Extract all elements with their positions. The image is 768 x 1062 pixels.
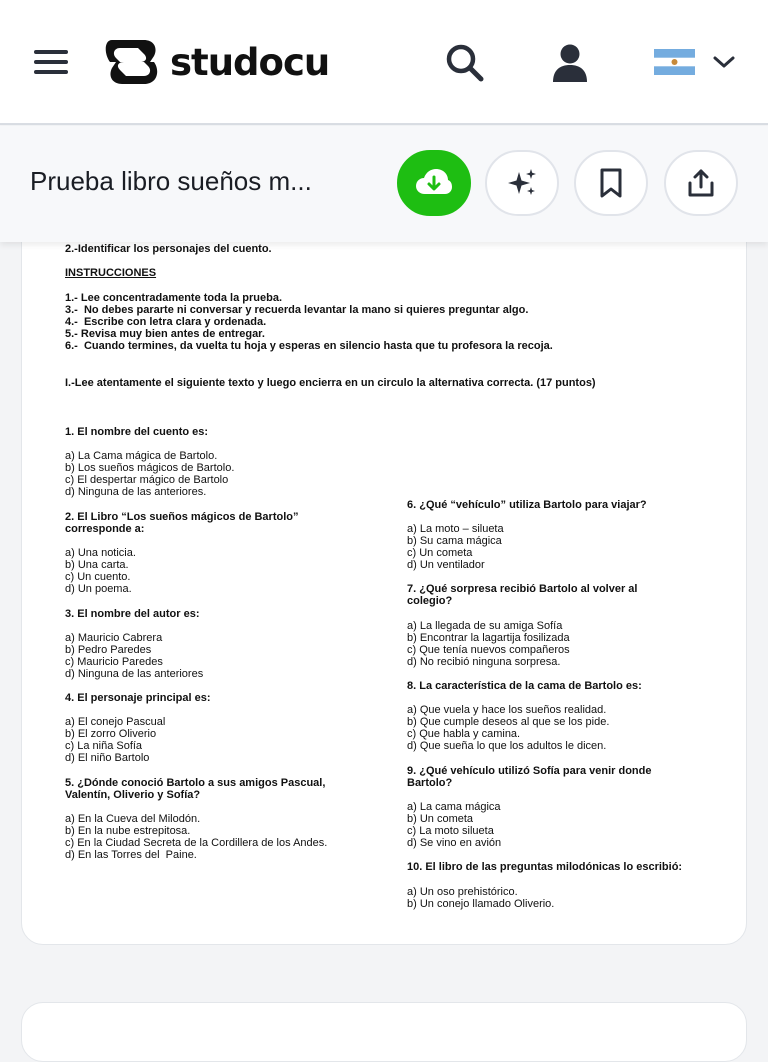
answer-option: d) Se vino en avión [407, 837, 502, 849]
answer-option: a) Un oso prehistórico. [407, 886, 518, 898]
answer-option: b) Un conejo llamado Oliverio. [407, 898, 555, 910]
answer-option: c) El despertar mágico de Bartolo [65, 474, 229, 486]
answer-option: b) Un cometa [407, 813, 474, 825]
answer-option: b) En la nube estrepitosa. [65, 825, 191, 837]
question-title: 5. ¿Dónde conoció Bartolo a sus amigos Pascual, [65, 777, 326, 789]
question-title: 8. La característica de la cama de Bartolo es: [407, 680, 642, 692]
instruction-item: 3.- No debes pararte ni conversar y recuerda levantar la mano si quieres preguntar algo. [65, 304, 529, 316]
question-title: 7. ¿Qué sorpresa recibió Bartolo al volver al [407, 583, 638, 595]
studocu-logo-icon [104, 36, 162, 88]
search-icon[interactable] [444, 42, 486, 84]
instruction-item: 6.- Cuando termines, da vuelta tu hoja y esperas en silencio hasta que tu profesora la recoja. [65, 340, 553, 352]
next-document-page [21, 1002, 747, 1062]
answer-option: b) Una carta. [65, 559, 129, 571]
answer-option: c) Un cuento. [65, 571, 131, 583]
question-title: 10. El libro de las preguntas milodónicas lo escribió: [407, 861, 683, 873]
answer-option: c) En la Ciudad Secreta de la Cordillera de los Andes. [65, 837, 328, 849]
answer-option: a) Que vuela y hace los sueños realidad. [407, 704, 607, 716]
answer-option: a) La cama mágica [407, 801, 501, 813]
question-title: 2. El Libro “Los sueños mágicos de Bartolo” [65, 511, 299, 523]
answer-option: a) La moto – silueta [407, 523, 504, 535]
answer-option: a) La Cama mágica de Bartolo. [65, 450, 218, 462]
question-title: 9. ¿Qué vehículo utilizó Sofía para venir donde [407, 765, 652, 777]
answer-option: c) Que tenía nuevos compañeros [407, 644, 570, 656]
top-navigation-bar [0, 0, 768, 125]
answer-option: b) Pedro Paredes [65, 644, 152, 656]
bookmark-button[interactable] [574, 150, 648, 216]
answer-option: b) Su cama mágica [407, 535, 502, 547]
answer-option: b) El zorro Oliverio [65, 728, 157, 740]
document-title: Prueba libro sueños m... [30, 166, 312, 196]
ai-assistant-button[interactable] [485, 150, 559, 216]
answer-option: d) Ninguna de las anteriores [65, 668, 204, 680]
user-icon[interactable] [550, 42, 590, 84]
download-icon [415, 168, 453, 198]
answer-option: b) Los sueños mágicos de Bartolo. [65, 462, 235, 474]
question-title: 4. El personaje principal es: [65, 692, 211, 704]
logo-text: studocu [170, 40, 330, 84]
menu-icon[interactable] [34, 46, 72, 78]
bookmark-icon [598, 168, 624, 198]
answer-option: a) Mauricio Cabrera [65, 632, 163, 644]
document-action-bar [0, 126, 768, 242]
instruction-item: 5.- Revisa muy bien antes de entregar. [65, 328, 265, 340]
answer-option: d) Un poema. [65, 583, 132, 595]
section-title: I.-Lee atentamente el siguiente texto y luego encierra en un circulo la alternativa correcta. (17 puntos) [65, 377, 596, 389]
download-button[interactable] [397, 150, 471, 216]
question-title: corresponde a: [65, 523, 145, 535]
document-page [21, 200, 747, 945]
answer-option: c) Un cometa [407, 547, 473, 559]
question-title: 3. El nombre del autor es: [65, 608, 200, 620]
answer-option: b) Encontrar la lagartija fosilizada [407, 632, 570, 644]
answer-option: a) En la Cueva del Milodón. [65, 813, 201, 825]
language-selector[interactable] [654, 46, 740, 78]
objective-line: 2.-Identificar los personajes del cuento. [65, 243, 272, 255]
answer-option: a) Una noticia. [65, 547, 136, 559]
instructions-heading: INSTRUCCIONES [65, 267, 157, 279]
question-title: 6. ¿Qué “vehículo” utiliza Bartolo para viajar? [407, 499, 647, 511]
answer-option: d) Un ventilador [407, 559, 485, 571]
question-title: Valentín, Oliverio y Sofía? [65, 789, 201, 801]
answer-option: a) La llegada de su amiga Sofía [407, 620, 563, 632]
ai-sparkle-icon [506, 168, 538, 198]
share-button[interactable] [664, 150, 738, 216]
answer-option: c) Mauricio Paredes [65, 656, 163, 668]
argentina-flag-icon [654, 49, 695, 75]
answer-option: d) No recibió ninguna sorpresa. [407, 656, 561, 668]
question-title: 1. El nombre del cuento es: [65, 426, 209, 438]
answer-option: d) Que sueña lo que los adultos le dicen. [407, 740, 607, 752]
answer-option: c) La niña Sofía [65, 740, 143, 752]
instruction-item: 4.- Escribe con letra clara y ordenada. [65, 316, 267, 328]
question-title: colegio? [407, 595, 453, 607]
answer-option: c) Que habla y camina. [407, 728, 521, 740]
instruction-item: 1.- Lee concentradamente toda la prueba. [65, 292, 283, 304]
answer-option: b) Que cumple deseos al que se los pide. [407, 716, 610, 728]
chevron-down-icon [712, 54, 736, 70]
share-icon [687, 168, 715, 198]
answer-option: d) El niño Bartolo [65, 752, 150, 764]
answer-option: d) En las Torres del Paine. [65, 849, 197, 861]
question-title: Bartolo? [407, 777, 453, 789]
answer-option: d) Ninguna de las anteriores. [65, 486, 207, 498]
answer-option: c) La moto silueta [407, 825, 494, 837]
answer-option: a) El conejo Pascual [65, 716, 166, 728]
studocu-logo[interactable] [104, 36, 329, 88]
